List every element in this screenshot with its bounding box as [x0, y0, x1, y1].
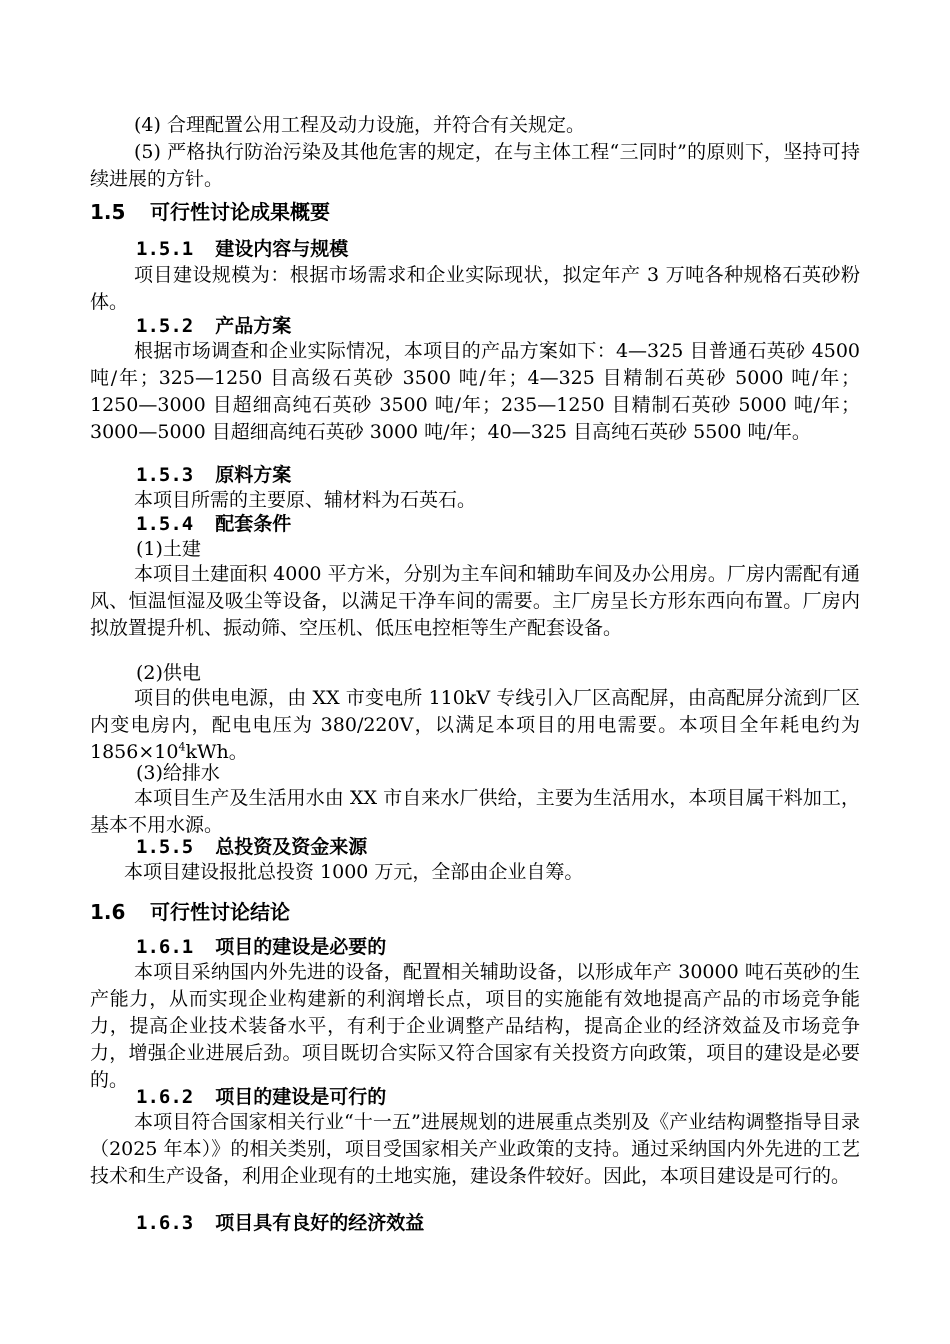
section-title: 可行性讨论成果概要	[150, 200, 330, 224]
section-number: 1.6	[90, 900, 126, 924]
paragraph-investment: 本项目建设报批总投资 1000 万元，全部由企业自筹。	[124, 861, 584, 883]
paragraph-water: 本项目生产及生活用水由 XX 市自来水厂供给，主要为生活用水，本项目属干料加工，基本不用水源。	[90, 787, 860, 836]
subsection-heading-1-5-4	[136, 511, 291, 537]
subsection-heading-1-6-2	[136, 1084, 386, 1110]
paragraph-necessity: 本项目采纳国内外先进的设备，配置相关辅助设备，以形成年产 30000 吨石英砂的生产能力，从而实现企业构建新的利润增长点，项目的实施能有效地提高产品的市场竞争能力，提高企业技术装备水平，有利于企业调整产品结构，提高企业的经济效益及市场竞争力，增强企业进展后劲。项目既切合实际又符合国家有关投资方向政策，项目的建设是必要的。	[90, 961, 860, 1091]
subsection-heading-1-5-2	[136, 313, 291, 339]
subsection-number: 1.5.3	[136, 464, 194, 486]
subitem-civil-works: (1)土建	[136, 538, 201, 560]
subsection-title: 原料方案	[215, 464, 292, 486]
subsection-number: 1.5.5	[136, 836, 194, 858]
power-text: 项目的供电电源，由 XX 市变电所 110kV 专线引入厂区高配屏，由高配屏分流到厂区内变电房内，配电电压为 380/220V，以满足本项目的用电需要。本项目全年耗电约为 1856×10	[90, 687, 860, 763]
paragraph-materials: 本项目所需的主要原、辅材料为石英石。	[134, 489, 477, 511]
subsection-title: 产品方案	[215, 315, 292, 337]
subsection-number: 1.6.1	[136, 936, 194, 958]
paragraph-feasibility: 本项目符合国家相关行业“十一五”进展规划的进展重点类别及《产业结构调整指导目录（2025 年本）》的相关类别，项目受国家相关产业政策的支持。通过采纳国内外先进的工艺技术和生产设备，利用企业现有的土地实施，建设条件较好。因此，本项目建设是可行的。	[90, 1111, 860, 1187]
subsection-number: 1.6.2	[136, 1086, 194, 1108]
power-unit: kWh。	[185, 741, 248, 763]
subsection-number: 1.5.1	[136, 238, 194, 260]
power-exponent: 4	[178, 740, 186, 754]
paragraph-civil-works: 本项目土建面积 4000 平方米，分别为主车间和辅助车间及办公用房。厂房内需配有通风、恒温恒湿及吸尘等设备，以满足干净车间的需要。主厂房呈长方形东西向布置。厂房内拟放置提升机、振动筛、空压机、低压电控柜等生产配套设备。	[90, 563, 860, 639]
subitem-water: (3)给排水	[136, 762, 220, 784]
paragraph-product-plan: 根据市场调查和企业实际情况，本项目的产品方案如下：4—325 目普通石英砂 4500 吨/年；325—1250 目高级石英砂 3500 吨/年；4—325 目精制石英砂 5000 吨/年；1250—3000 目超细高纯石英砂 3500 吨/年；235—1250 目精制石英砂 5000 吨/年；3000—5000 目超细高纯石英砂 3000 吨/年；40—325 目高纯石英砂 5500 吨/年。	[90, 340, 860, 443]
subsection-title: 项目的建设是可行的	[215, 1086, 387, 1108]
subsection-title: 配套条件	[215, 513, 292, 535]
subsection-title: 项目的建设是必要的	[215, 936, 387, 958]
paragraph-item-5: (5) 严格执行防治污染及其他危害的规定，在与主体工程“三同时”的原则下，坚持可持续进展的方针。	[90, 141, 860, 190]
subsection-title: 总投资及资金来源	[215, 836, 368, 858]
subsection-number: 1.5.4	[136, 513, 194, 535]
subsection-heading-1-5-3	[136, 462, 291, 488]
subsection-number: 1.6.3	[136, 1212, 194, 1234]
section-heading-1-6	[90, 898, 290, 926]
subitem-power-supply: (2)供电	[136, 662, 201, 684]
subsection-heading-1-6-3	[136, 1210, 424, 1236]
subsection-title: 项目具有良好的经济效益	[215, 1212, 425, 1234]
section-heading-1-5	[90, 198, 330, 226]
subsection-heading-1-6-1	[136, 934, 386, 960]
subsection-heading-1-5-5	[136, 834, 367, 860]
paragraph-scale: 项目建设规模为：根据市场需求和企业实际现状，拟定年产 3 万吨各种规格石英砂粉体。	[90, 264, 860, 313]
paragraph-item-4: (4) 合理配置公用工程及动力设施，并符合有关规定。	[134, 114, 585, 136]
subsection-title: 建设内容与规模	[215, 238, 349, 260]
subsection-heading-1-5-1	[136, 236, 348, 262]
subsection-number: 1.5.2	[136, 315, 194, 337]
section-title: 可行性讨论结论	[150, 900, 290, 924]
paragraph-power-supply	[90, 685, 860, 766]
section-number: 1.5	[90, 200, 126, 224]
